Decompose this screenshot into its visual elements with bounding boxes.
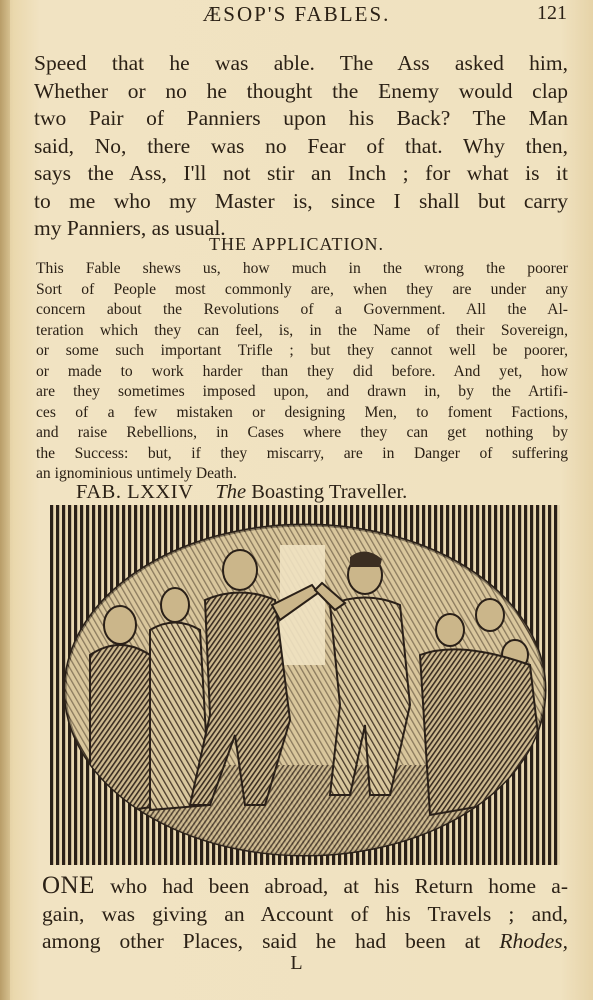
text-line: said, No, there was no Fear of that. Why then,: [34, 133, 568, 158]
fable-number: FAB. LXXIV: [76, 481, 194, 503]
text-line: teration which they can feel, is, in the Name of their Sovereign,: [36, 321, 568, 339]
text-line: to me who my Master is, since I shall but carry: [34, 188, 568, 213]
application-heading: THE APPLICATION.: [208, 234, 384, 254]
text-line: two Pair of Panniers upon his Back? The Man: [34, 106, 568, 130]
fable-title: [76, 481, 407, 504]
text-line: among other Places, said he had been at Rhodes,: [42, 929, 568, 953]
text-line: This Fable shews us, how much in the wrong the poorer: [36, 260, 568, 277]
text-line: gain, was giving an Account of his Travels ; and,: [42, 901, 568, 926]
text-line: Whether or no he thought the Enemy would clap: [34, 78, 568, 103]
fable-continuation-text: [34, 50, 568, 243]
text-line: Speed that he was able. The Ass asked him,: [34, 51, 568, 75]
text-line: Sort of People most commonly are, when they are under any: [36, 280, 568, 298]
running-head: ÆSOP'S FABLES.: [202, 2, 391, 26]
text-line: are they sometimes imposed upon, and drawn in, by the Artifi-: [36, 383, 568, 400]
application-text: [36, 259, 568, 485]
text-line: concern about the Revolutions of a Government. All the Al-: [36, 301, 568, 318]
text-line: my Panniers, as usual.: [34, 216, 226, 240]
text-line: ces of a few mistaken or designing Men, to foment Factions,: [36, 403, 568, 421]
page-number: 121: [537, 2, 567, 24]
text-line: or some such important Trifle ; but they cannot well be poorer,: [36, 342, 568, 359]
text-line: ONE who had been abroad, at his Return home a-: [42, 872, 568, 899]
signature-mark: L: [290, 952, 303, 974]
text-line: says the Ass, I'll not stir an Inch ; for what is it: [34, 161, 568, 185]
fable-name: Boasting Traveller.: [251, 481, 408, 503]
text-line: or made to work harder than they did before. And yet, how: [36, 362, 568, 380]
text-line: and raise Rebellions, in Cases where they can get nothing by: [36, 424, 568, 441]
text-line: an ignominious untimely Death.: [36, 465, 237, 482]
page-gutter-edge: [0, 0, 10, 1000]
text-line: the Success: but, if they miscarry, are in Danger of suffering: [36, 444, 568, 462]
woodcut-illustration: [50, 505, 560, 865]
fable-story-text: [42, 872, 568, 956]
page-header: [0, 2, 593, 28]
opening-word: ONE: [42, 872, 95, 899]
fable-article: The: [215, 481, 247, 503]
